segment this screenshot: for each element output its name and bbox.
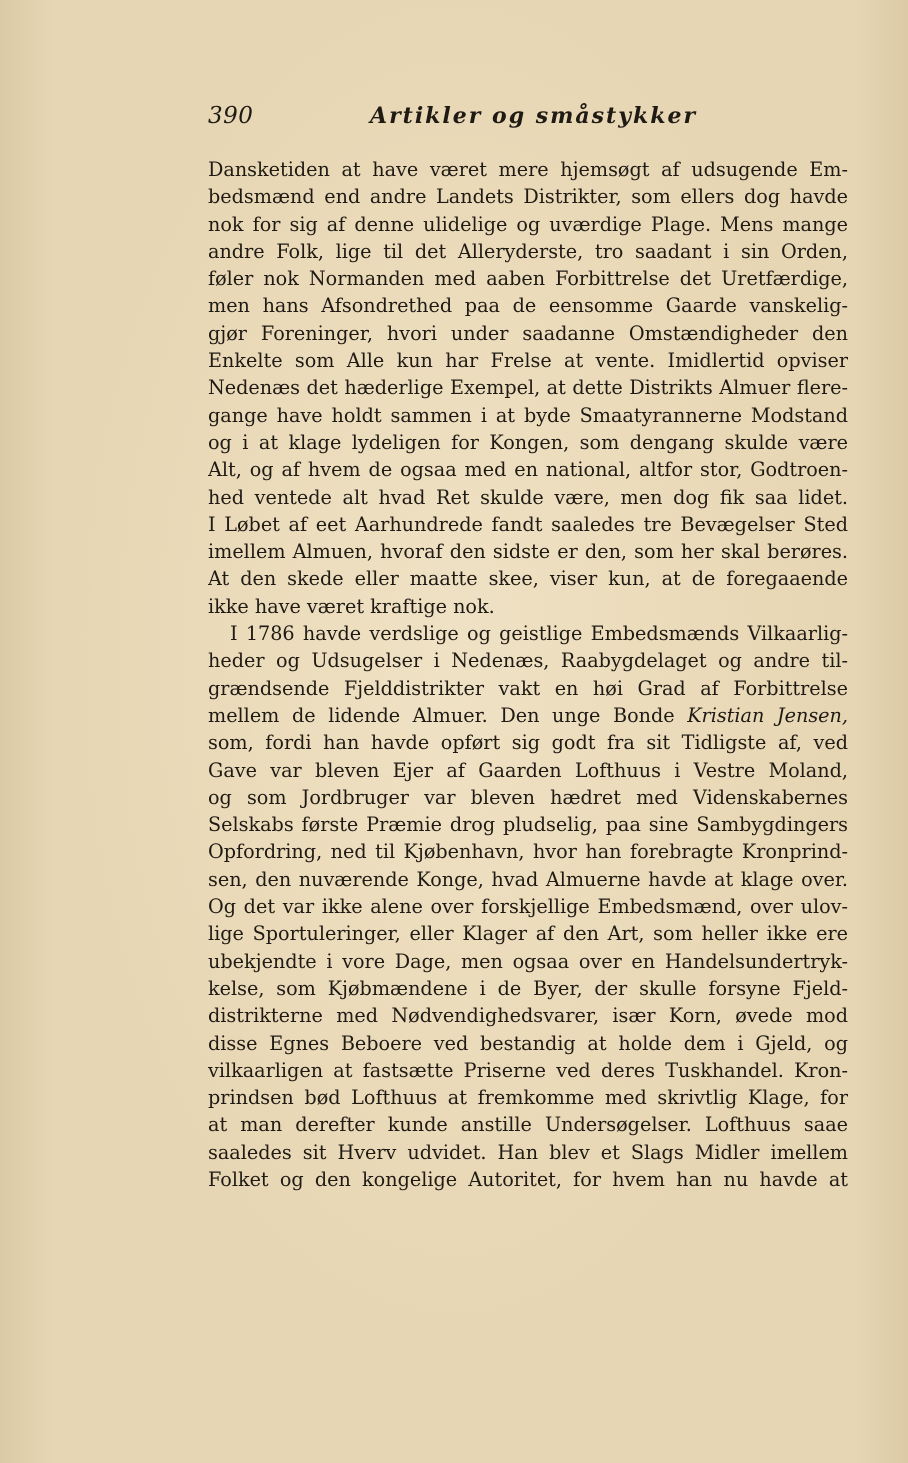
- text-line: og i at klage lydeligen for Kongen, som dengang skulde være: [208, 430, 848, 454]
- running-title: Artikler og småstykker: [370, 103, 698, 129]
- text-line: gjør Foreninger, hvori under saadanne Omstændigheder den: [208, 321, 848, 345]
- text-line: I 1786 havde verdslige og geistlige Embedsmænds Vilkaarlig-: [230, 622, 848, 646]
- text-line: [208, 702, 848, 729]
- text-line: andre Folk, lige til det Alleryderste, tro saadant i sin Orden,: [208, 239, 848, 263]
- text-line: At den skede eller maatte skee, viser kun, at de foregaaende: [208, 567, 848, 591]
- text-line: Selskabs første Præmie drog pludselig, paa sine Sambygdingers: [208, 813, 848, 837]
- text-line: saaledes sit Hverv udvidet. Han blev et Slags Midler imellem: [208, 1140, 848, 1164]
- text-line: Og det var ikke alene over forskjellige Embedsmænd, over ulov-: [208, 895, 848, 919]
- text-line: sen, den nuværende Konge, hvad Almuerne havde at klage over.: [208, 867, 848, 891]
- text-line: Alt, og af hvem de ogsaa med en national, altfor stor, Godtroen-: [208, 458, 848, 482]
- text-line: og som Jordbruger var bleven hædret med Videnskabernes: [208, 785, 848, 809]
- text-line: som, fordi han havde opført sig godt fra sit Tidligste af, ved: [208, 731, 848, 755]
- text-line: imellem Almuen, hvoraf den sidste er den, som her skal berøres.: [208, 540, 848, 564]
- italic-person-name: Kristian Jensen,: [687, 703, 848, 727]
- text-line: vilkaarligen at fastsætte Priserne ved deres Tuskhandel. Kron-: [208, 1058, 848, 1082]
- text-line: føler nok Normanden med aaben Forbittrelse det Uretfærdige,: [208, 267, 848, 291]
- text-line: grændsende Fjelddistrikter vakt en høi Grad af Forbittrelse: [208, 676, 848, 700]
- text-line: I Løbet af eet Aarhundrede fandt saaledes tre Bevægelser Sted: [208, 512, 848, 536]
- text-line-start: mellem de lidende Almuer. Den unge Bonde: [208, 703, 688, 727]
- text-line: Opfordring, ned til Kjøbenhavn, hvor han forebragte Kronprind-: [208, 840, 848, 864]
- text-line: gange have holdt sammen i at byde Smaatyrannerne Modstand: [208, 403, 848, 427]
- text-line: men hans Afsondrethed paa de eensomme Gaarde vanskelig-: [208, 294, 848, 318]
- text-line: ubekjendte i vore Dage, men ogsaa over en Handelsundertryk-: [208, 949, 848, 973]
- body-text: [208, 156, 848, 1193]
- text-line: nok for sig af denne ulidelige og uværdige Plage. Mens mange: [208, 212, 848, 236]
- paragraph: [208, 156, 848, 620]
- text-line: Gave var bleven Ejer af Gaarden Lofthuus i Vestre Moland,: [208, 758, 848, 782]
- text-line: Dansketiden at have været mere hjemsøgt af udsugende Em-: [208, 158, 848, 181]
- text-line: prindsen bød Lofthuus at fremkomme med skrivtlig Klage, for: [208, 1086, 848, 1110]
- text-line: distrikterne med Nødvendighedsvarer, især Korn, øvede mod: [208, 1004, 848, 1028]
- text-line: Folket og den kongelige Autoritet, for hvem han nu havde at: [208, 1167, 848, 1191]
- text-line: heder og Udsugelser i Nedenæs, Raabygdelaget og andre til-: [208, 649, 848, 673]
- running-head: [208, 103, 848, 143]
- text-line: at man derefter kunde anstille Undersøgelser. Lofthuus saae: [208, 1113, 848, 1137]
- text-line: Nedenæs det hæderlige Exempel, at dette Distrikts Almuer flere-: [208, 376, 848, 400]
- text-line: kelse, som Kjøbmændene i de Byer, der skulle forsyne Fjeld-: [208, 976, 848, 1000]
- text-line: bedsmænd end andre Landets Distrikter, som ellers dog havde: [208, 185, 848, 209]
- text-line: disse Egnes Beboere ved bestandig at holde dem i Gjeld, og: [208, 1031, 848, 1055]
- text-line: Enkelte som Alle kun har Frelse at vente. Imidlertid opviser: [208, 349, 848, 373]
- text-line: hed ventede alt hvad Ret skulde være, men dog fik saa lidet.: [208, 485, 848, 509]
- text-line: ikke have været kraftige nok.: [208, 594, 495, 618]
- paragraph: [208, 620, 848, 1193]
- text-line: lige Sportuleringer, eller Klager af den Art, som heller ikke ere: [208, 922, 848, 946]
- page-number: 390: [208, 103, 254, 129]
